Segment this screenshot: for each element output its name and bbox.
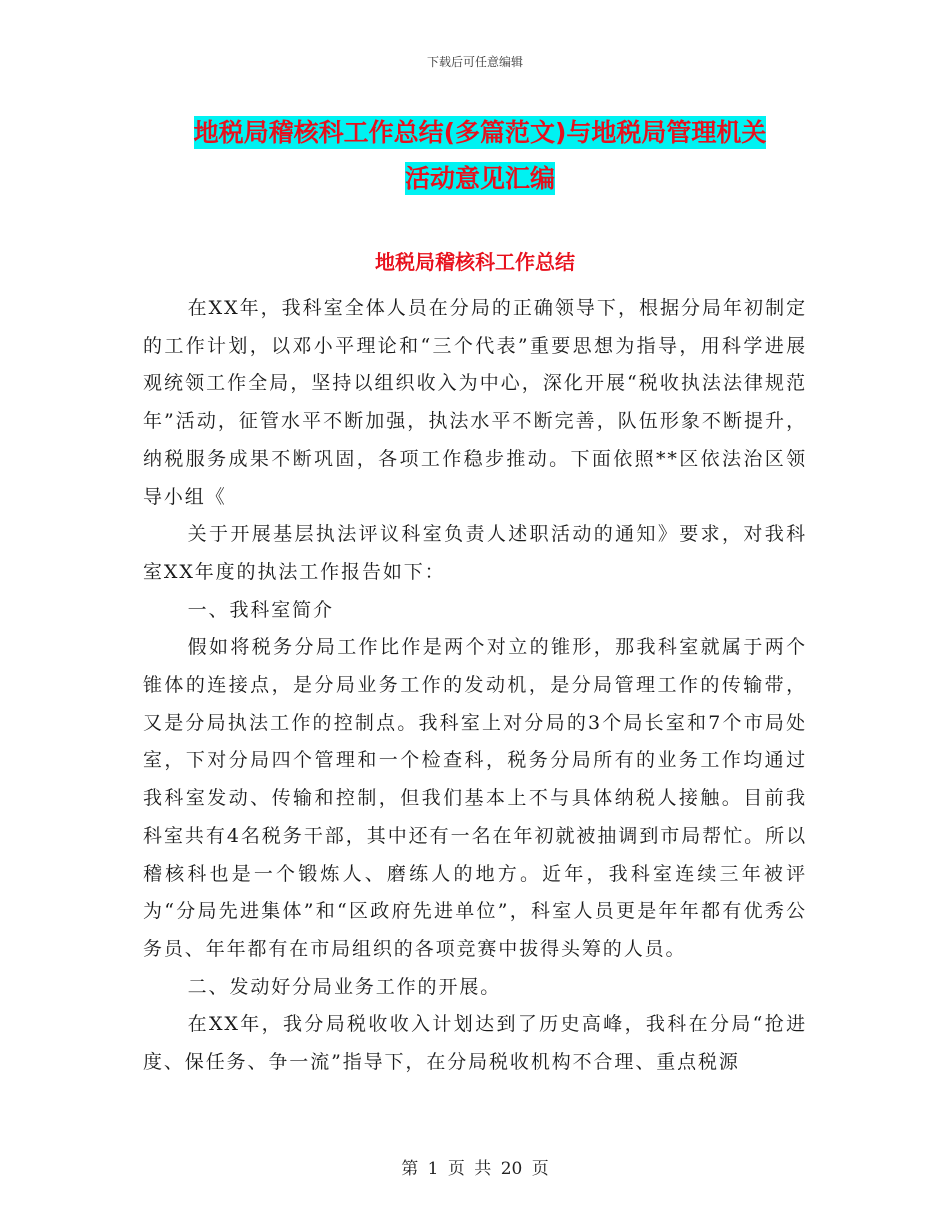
document-title-line-2: 活动意见汇编 — [404, 164, 555, 193]
paragraph-section-2: 在XX年，我分局税收收入计划达到了历史高峰，我科在分局“抢进度、保任务、争一流”指导下，在分局税收机构不合理、重点税源 — [143, 1013, 807, 1074]
document-title-line-1: 地税局稽核科工作总结(多篇范文)与地税局管理机关 — [193, 118, 767, 147]
document-body — [143, 290, 807, 1082]
header-note: 下载后可任意编辑 — [426, 55, 523, 69]
heading-section-2: 二、发动好分局业务工作的开展。 — [187, 975, 502, 998]
paragraph-section-1: 假如将税务分局工作比作是两个对立的锥形，那我科室就属于两个锥体的连接点，是分局业务工作的发动机，是分局管理工作的传输带，又是分局执法工作的控制点。我科室上对分局的3个局长室和7个市局处室，下对分局四个管理和一个检查科，税务分局所有的业务工作均通过我科室发动、传输和控制，但我们基本上不与具体纳税人接触。目前我科室共有4名税务干部，其中还有一名在年初就被抽调到市局帮忙。所以稽核科也是一个锻炼人、磨练人的地方。近年，我科室连续三年被评为“分局先进集体”和“区政府先进单位”，科室人员更是年年都有优秀公务员、年年都有在市局组织的各项竞赛中拔得头筹的人员。 — [143, 636, 807, 960]
paragraph-notice: 关于开展基层执法评议科室负责人述职活动的通知》要求，对我科室XX年度的执法工作报告如下： — [143, 523, 807, 583]
page-footer: 第 1 页 共 20 页 — [401, 1159, 549, 1179]
section-heading: 地税局稽核科工作总结 — [375, 250, 575, 274]
paragraph-intro: 在XX年，我科室全体人员在分局的正确领导下，根据分局年初制定的工作计划，以邓小平理论和“三个代表”重要思想为指导，用科学进展观统领工作全局，坚持以组织收入为中心，深化开展“税收执法法律规范年”活动，征管水平不断加强，执法水平不断完善，队伍形象不断提升，纳税服务成果不断巩固，各项工作稳步推动。下面依照**区依法治区领导小组《 — [143, 297, 807, 508]
heading-section-1: 一、我科室简介 — [187, 598, 334, 621]
document-title — [140, 110, 820, 202]
